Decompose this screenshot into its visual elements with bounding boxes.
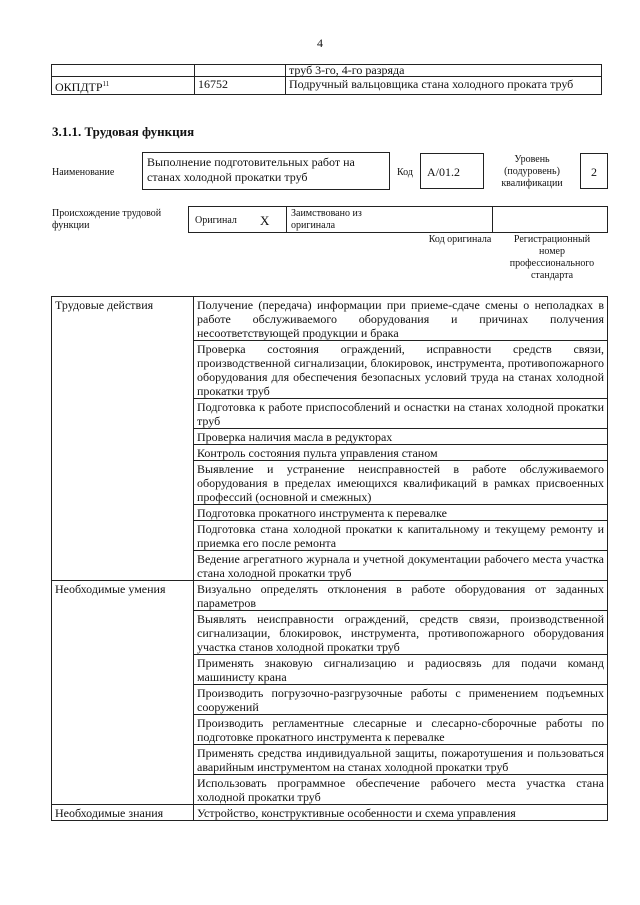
section-item: Проверка наличия масла в редукторах xyxy=(194,429,608,445)
table-row xyxy=(52,65,602,77)
original-box xyxy=(188,206,287,233)
reg-number-caption: Регистрационный номер профессионального стандарта xyxy=(509,234,595,281)
section-item: Выявлять неисправности ограждений, средств связи, производственной сигнализации, блокировок, инструмента, противопожарного оборудования участка станов холодной прокатки труб xyxy=(194,611,608,655)
section-item: Производить погрузочно-разгрузочные работы с применением подъемных сооружений xyxy=(194,685,608,715)
section-heading: Необходимые знания xyxy=(52,805,194,821)
borrowed-label: Заимствовано из оригинала xyxy=(291,208,362,231)
section-title: 3.1.1. Трудовая функция xyxy=(52,124,195,139)
origin-label: Происхождение трудовой функции xyxy=(52,208,162,231)
code-label: Код xyxy=(397,167,413,178)
section-item: Ведение агрегатного журнала и учетной документации рабочего места участка стана холодной прокатки труб xyxy=(194,551,608,581)
function-details-body xyxy=(52,297,608,821)
section-item: Подготовка к работе приспособлений и оснастки на станах холодной прокатки труб xyxy=(194,399,608,429)
reg-number-box xyxy=(492,206,608,233)
table-row xyxy=(52,581,608,611)
section-heading: Трудовые действия xyxy=(52,297,194,581)
table-cell xyxy=(195,65,286,77)
section-item: Устройство, конструктивные особенности и схема управления xyxy=(194,805,608,821)
borrowed-box xyxy=(286,206,493,233)
section-item: Подготовка прокатного инструмента к перевалке xyxy=(194,505,608,521)
section-item: Применять знаковую сигнализацию и радиосвязь для подачи команд машинисту крана xyxy=(194,655,608,685)
original-mark: X xyxy=(260,213,270,228)
okpdtr-label: ОКПДТР$^{11}$ xyxy=(52,77,195,95)
section-item: Получение (передача) информации при приеме-сдаче смены о неполадках в работе обслуживаемого оборудования и причинах получения несоответствующей продукции и брака xyxy=(194,297,608,341)
table-row xyxy=(52,805,608,821)
page-number: 4 xyxy=(317,36,323,50)
section-item: Визуально определять отклонения в работе оборудования от заданных параметров xyxy=(194,581,608,611)
okpdtr-code: 16752 xyxy=(195,77,286,95)
section-heading: Необходимые умения xyxy=(52,581,194,805)
original-label: Оригинал xyxy=(195,215,237,226)
level-label: Уровень (подуровень) квалификации xyxy=(501,154,563,189)
code-value: A/01.2 xyxy=(420,153,484,189)
name-label: Наименование xyxy=(52,167,115,178)
code-original-caption: Код оригинала xyxy=(428,234,492,245)
section-item: Контроль состояния пульта управления станом xyxy=(194,445,608,461)
table-cell: труб 3-го, 4-го разряда xyxy=(286,65,602,77)
table-row xyxy=(52,77,602,95)
function-details-table xyxy=(51,296,608,821)
okpdtr-title: Подручный вальцовщика стана холодного проката труб xyxy=(286,77,602,95)
table-row xyxy=(52,297,608,341)
name-value: Выполнение подготовительных работ на станах холодной прокатки труб xyxy=(142,152,390,190)
occupation-codes-table xyxy=(51,64,602,95)
section-item: Выявление и устранение неисправностей в работе обслуживаемого оборудования в пределах имеющихся квалификаций в рамках присвоенных профессий (основной и смежных) xyxy=(194,461,608,505)
section-item: Производить регламентные слесарные и слесарно-сборочные работы по подготовке прокатного инструмента к перевалке xyxy=(194,715,608,745)
level-value: 2 xyxy=(580,153,608,189)
section-item: Проверка состояния ограждений, исправности средств связи, производственной сигнализации, блокировок, инструмента, противопожарного оборудования для обеспечения безопасных условий труда на станах холодной прокатки труб xyxy=(194,341,608,399)
section-item: Применять средства индивидуальной защиты, пожаротушения и пользоваться аварийным инструментом на станах холодной прокатки труб xyxy=(194,745,608,775)
section-item: Подготовка стана холодной прокатки к капитальному и текущему ремонту и приемка его после ремонта xyxy=(194,521,608,551)
page-bottom-mask xyxy=(0,896,640,905)
table-cell xyxy=(52,65,195,77)
section-item: Использовать программное обеспечение рабочего места участка стана холодной прокатки труб xyxy=(194,775,608,805)
